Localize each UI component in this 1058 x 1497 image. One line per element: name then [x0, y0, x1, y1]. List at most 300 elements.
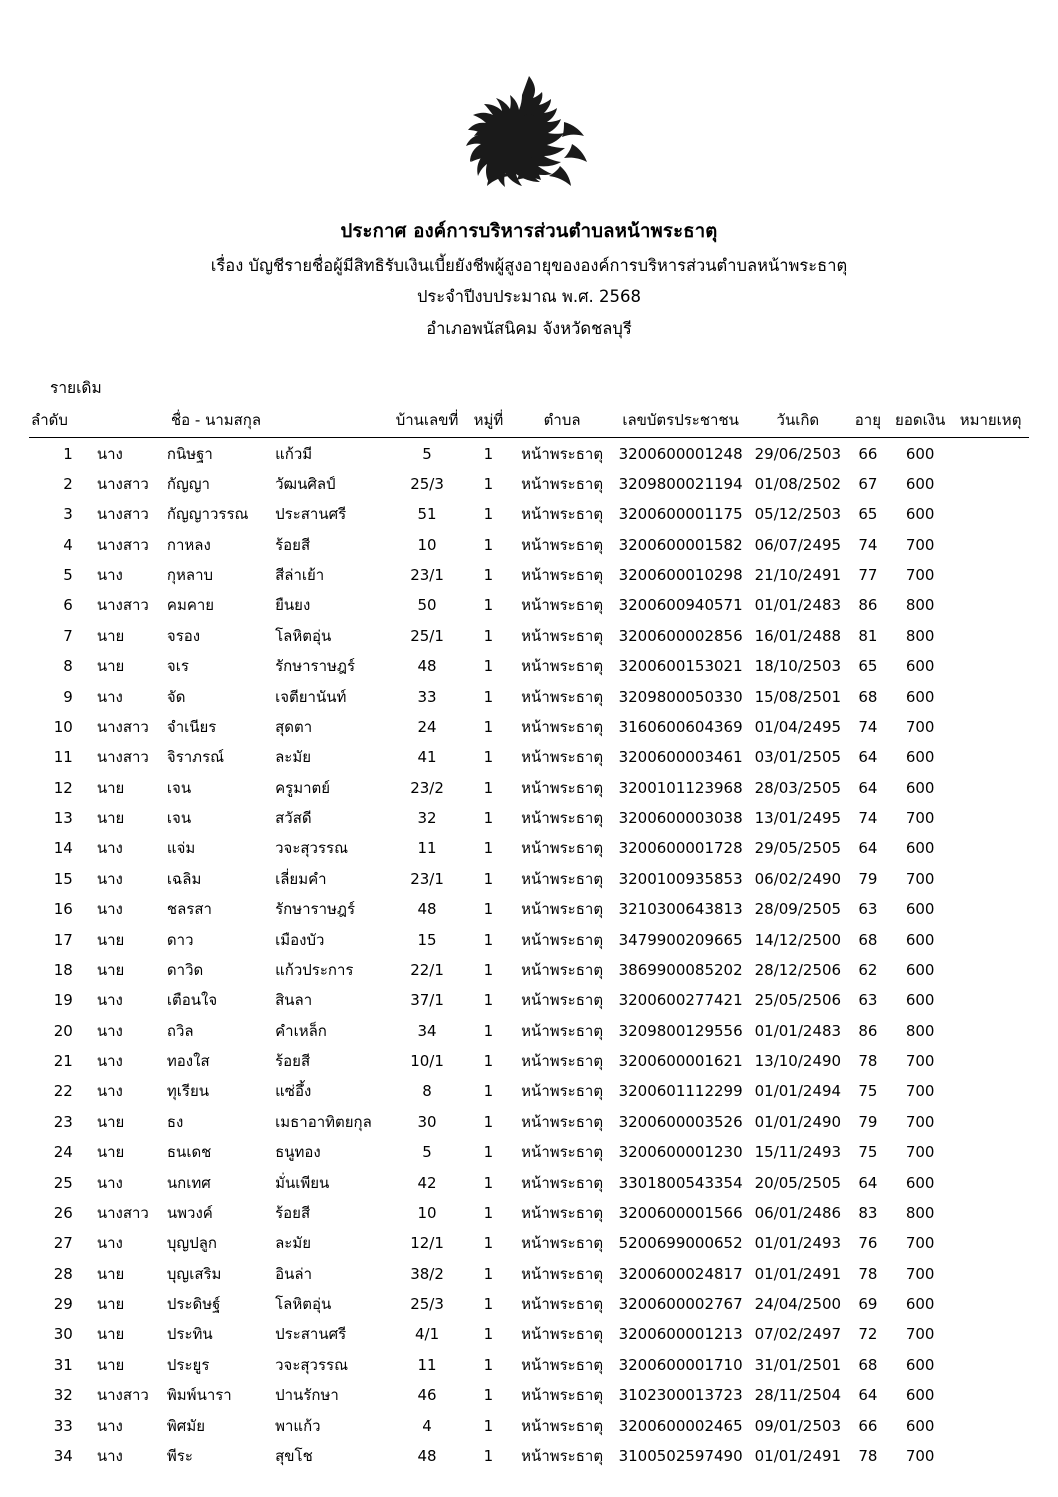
- column-header-amount: ยอดเงิน: [888, 406, 952, 438]
- cell-tambon: หน้าพระธาตุ: [521, 474, 604, 493]
- cell-age: 64: [858, 748, 878, 767]
- cell-lastname: คำเหล็ก: [275, 1021, 327, 1040]
- table-row: [29, 712, 1029, 742]
- cell-dob: 13/10/2490: [754, 1052, 842, 1071]
- cell-lastname: ร้อยสี: [275, 1203, 311, 1222]
- cell-prefix: นาย: [96, 1112, 125, 1131]
- cell-moo: 1: [483, 1264, 494, 1283]
- title-block: [24, 218, 1034, 341]
- cell-note: [952, 1289, 1029, 1319]
- cell-tambon: หน้าพระธาตุ: [521, 1446, 604, 1465]
- cell-dob: 01/01/2483: [754, 1021, 842, 1040]
- cell-amount: 700: [905, 1446, 935, 1465]
- cell-house-no: 11: [417, 1355, 437, 1374]
- table-row: [29, 469, 1029, 499]
- cell-seq: 31: [53, 1355, 73, 1374]
- table-row: [29, 1198, 1029, 1228]
- table-body: [29, 438, 1029, 1471]
- table-row: [29, 560, 1029, 590]
- cell-dob: 01/04/2495: [754, 717, 842, 736]
- cell-id-card: 3200600277421: [618, 991, 743, 1010]
- cell-dob: 01/01/2493: [754, 1234, 842, 1253]
- cell-id-card: 3200600153021: [618, 657, 743, 676]
- cell-dob: 13/01/2495: [754, 809, 842, 828]
- cell-moo: 1: [483, 960, 494, 979]
- cell-amount: 700: [905, 1143, 935, 1162]
- cell-lastname: มั่นเพียน: [275, 1173, 330, 1192]
- column-header-moo: หมู่ที่: [466, 406, 511, 438]
- cell-note: [952, 924, 1029, 954]
- table-row: [29, 772, 1029, 802]
- cell-firstname: ดาว: [166, 930, 194, 949]
- cell-age: 72: [858, 1325, 878, 1344]
- cell-house-no: 10/1: [410, 1052, 444, 1071]
- cell-amount: 700: [905, 809, 935, 828]
- cell-note: [952, 499, 1029, 529]
- cell-seq: 24: [53, 1143, 73, 1162]
- cell-moo: 1: [483, 444, 494, 463]
- column-header-id-card: เลขบัตรประชาชน: [613, 406, 748, 438]
- fiscal-year: ประจำปีงบประมาณ พ.ศ. 2568: [416, 287, 642, 307]
- cell-note: [952, 894, 1029, 924]
- cell-note: [952, 1258, 1029, 1288]
- cell-firstname: ประยูร: [166, 1355, 210, 1374]
- cell-house-no: 4: [422, 1416, 432, 1435]
- cell-tambon: หน้าพระธาตุ: [521, 1112, 604, 1131]
- cell-seq: 10: [53, 717, 73, 736]
- cell-dob: 24/04/2500: [754, 1295, 842, 1314]
- cell-dob: 25/05/2506: [754, 991, 842, 1010]
- cell-firstname: ประดิษฐ์: [166, 1295, 221, 1314]
- cell-seq: 19: [53, 991, 73, 1010]
- cell-prefix: นาย: [96, 778, 125, 797]
- cell-note: [952, 712, 1029, 742]
- cell-seq: 15: [53, 869, 73, 888]
- cell-moo: 1: [483, 1234, 494, 1253]
- cell-id-card: 3301800543354: [618, 1173, 743, 1192]
- cell-age: 68: [858, 930, 878, 949]
- cell-house-no: 50: [417, 596, 437, 615]
- table-row: [29, 985, 1029, 1015]
- cell-amount: 600: [905, 687, 935, 706]
- table-row: [29, 1167, 1029, 1197]
- table-header-row: [29, 406, 1029, 438]
- cell-dob: 07/02/2497: [754, 1325, 842, 1344]
- cell-seq: 25: [53, 1173, 73, 1192]
- cell-dob: 28/03/2505: [754, 778, 842, 797]
- cell-age: 79: [858, 1112, 878, 1131]
- cell-amount: 600: [905, 1386, 935, 1405]
- section-label: รายเดิม: [50, 379, 102, 398]
- cell-moo: 1: [483, 991, 494, 1010]
- cell-seq: 23: [53, 1112, 73, 1131]
- cell-house-no: 25/1: [410, 626, 444, 645]
- table-row: [29, 1319, 1029, 1349]
- cell-firstname: คมคาย: [166, 596, 215, 615]
- cell-lastname: เลี่ยมคำ: [275, 869, 327, 888]
- cell-prefix: นาย: [96, 1295, 125, 1314]
- cell-id-card: 3200600002767: [618, 1295, 743, 1314]
- cell-amount: 800: [905, 626, 935, 645]
- cell-lastname: รักษาราษฎร์: [275, 900, 356, 919]
- cell-dob: 20/05/2505: [754, 1173, 842, 1192]
- cell-seq: 34: [53, 1446, 73, 1465]
- cell-tambon: หน้าพระธาตุ: [521, 1143, 604, 1162]
- column-header-note: หมายเหตุ: [952, 406, 1029, 438]
- cell-moo: 1: [483, 566, 494, 585]
- cell-tambon: หน้าพระธาตุ: [521, 1264, 604, 1283]
- cell-amount: 600: [905, 900, 935, 919]
- cell-id-card: 3209800021194: [618, 474, 743, 493]
- cell-seq: 18: [53, 960, 73, 979]
- table-row: [29, 651, 1029, 681]
- cell-id-card: 3200600001582: [618, 535, 743, 554]
- cell-prefix: นางสาว: [96, 596, 149, 615]
- cell-lastname: ร้อยสี: [275, 535, 311, 554]
- cell-lastname: โลหิตอุ่น: [275, 1295, 332, 1314]
- column-header-age: อายุ: [848, 406, 889, 438]
- cell-firstname: กัญญา: [166, 474, 210, 493]
- cell-house-no: 11: [417, 839, 437, 858]
- cell-prefix: นาง: [96, 1234, 123, 1253]
- cell-prefix: นาย: [96, 1355, 125, 1374]
- cell-lastname: อินล่า: [275, 1264, 312, 1283]
- cell-dob: 01/01/2491: [754, 1264, 842, 1283]
- cell-moo: 1: [483, 1082, 494, 1101]
- cell-prefix: นาง: [96, 900, 123, 919]
- cell-note: [952, 1441, 1029, 1471]
- cell-tambon: หน้าพระธาตุ: [521, 991, 604, 1010]
- table-row: [29, 1107, 1029, 1137]
- cell-moo: 1: [483, 657, 494, 676]
- cell-house-no: 41: [417, 748, 437, 767]
- cell-seq: 1: [63, 444, 73, 463]
- table-row: [29, 1350, 1029, 1380]
- cell-tambon: หน้าพระธาตุ: [521, 960, 604, 979]
- table-row: [29, 1289, 1029, 1319]
- cell-tambon: หน้าพระธาตุ: [521, 687, 604, 706]
- cell-dob: 03/01/2505: [754, 748, 842, 767]
- cell-seq: 3: [63, 505, 73, 524]
- cell-age: 68: [858, 687, 878, 706]
- cell-id-card: 3102300013723: [618, 1386, 743, 1405]
- cell-moo: 1: [483, 1143, 494, 1162]
- cell-dob: 01/01/2490: [754, 1112, 842, 1131]
- cell-age: 63: [858, 991, 878, 1010]
- cell-moo: 1: [483, 869, 494, 888]
- table-row: [29, 590, 1029, 620]
- cell-moo: 1: [483, 596, 494, 615]
- cell-age: 64: [858, 1173, 878, 1192]
- table-row: [29, 1046, 1029, 1076]
- cell-firstname: ธนเดช: [166, 1143, 212, 1162]
- cell-dob: 29/05/2505: [754, 839, 842, 858]
- cell-tambon: หน้าพระธาตุ: [521, 930, 604, 949]
- column-header-seq: ลำดับ: [29, 406, 83, 438]
- cell-id-card: 3869900085202: [618, 960, 743, 979]
- cell-prefix: นาง: [96, 1082, 123, 1101]
- cell-house-no: 34: [417, 1021, 437, 1040]
- cell-moo: 1: [483, 535, 494, 554]
- cell-seq: 2: [63, 474, 73, 493]
- table-row: [29, 894, 1029, 924]
- table-row: [29, 1258, 1029, 1288]
- cell-house-no: 51: [417, 505, 437, 524]
- cell-moo: 1: [483, 778, 494, 797]
- cell-lastname: ร้อยสี: [275, 1052, 311, 1071]
- cell-prefix: นาย: [96, 1143, 125, 1162]
- cell-dob: 05/12/2503: [754, 505, 842, 524]
- table-header: [29, 406, 1029, 438]
- cell-prefix: นาย: [96, 960, 125, 979]
- cell-age: 86: [858, 596, 878, 615]
- cell-house-no: 23/1: [410, 869, 444, 888]
- cell-moo: 1: [483, 748, 494, 767]
- cell-id-card: 3200600001213: [618, 1325, 743, 1344]
- cell-note: [952, 681, 1029, 711]
- cell-lastname: ยืนยง: [275, 596, 311, 615]
- cell-moo: 1: [483, 809, 494, 828]
- cell-dob: 09/01/2503: [754, 1416, 842, 1435]
- cell-tambon: หน้าพระธาตุ: [521, 839, 604, 858]
- cell-age: 83: [858, 1203, 878, 1222]
- cell-moo: 1: [483, 717, 494, 736]
- cell-lastname: เมืองบัว: [275, 930, 325, 949]
- cell-tambon: หน้าพระธาตุ: [521, 869, 604, 888]
- cell-dob: 01/01/2494: [754, 1082, 842, 1101]
- cell-dob: 15/08/2501: [754, 687, 842, 706]
- cell-age: 64: [858, 778, 878, 797]
- table-row: [29, 1076, 1029, 1106]
- cell-id-card: 3479900209665: [618, 930, 743, 949]
- cell-age: 78: [858, 1446, 878, 1465]
- cell-lastname: เจตียานันท์: [275, 687, 347, 706]
- beneficiary-table: [29, 406, 1029, 1471]
- cell-seq: 22: [53, 1082, 73, 1101]
- cell-age: 65: [858, 505, 878, 524]
- cell-seq: 7: [63, 626, 73, 645]
- cell-age: 69: [858, 1295, 878, 1314]
- cell-age: 81: [858, 626, 878, 645]
- cell-amount: 600: [905, 444, 935, 463]
- table-row: [29, 924, 1029, 954]
- cell-id-card: 3200600010298: [618, 566, 743, 585]
- cell-dob: 28/09/2505: [754, 900, 842, 919]
- cell-prefix: นาง: [96, 1021, 123, 1040]
- cell-amount: 700: [905, 1052, 935, 1071]
- cell-amount: 700: [905, 717, 935, 736]
- cell-firstname: เฉลิม: [166, 869, 202, 888]
- cell-amount: 600: [905, 1173, 935, 1192]
- cell-firstname: ทองใส: [166, 1052, 210, 1071]
- cell-moo: 1: [483, 505, 494, 524]
- cell-prefix: นาง: [96, 869, 123, 888]
- cell-note: [952, 1380, 1029, 1410]
- cell-house-no: 48: [417, 900, 437, 919]
- cell-moo: 1: [483, 930, 494, 949]
- cell-id-card: 3200600002856: [618, 626, 743, 645]
- cell-id-card: 3210300643813: [618, 900, 743, 919]
- cell-prefix: นาง: [96, 566, 123, 585]
- cell-prefix: นาย: [96, 1264, 125, 1283]
- column-header-dob: วันเกิด: [748, 406, 848, 438]
- cell-id-card: 3200600001710: [618, 1355, 743, 1374]
- cell-note: [952, 560, 1029, 590]
- cell-firstname: จำเนียร: [166, 717, 217, 736]
- cell-amount: 800: [905, 1021, 935, 1040]
- cell-note: [952, 772, 1029, 802]
- cell-house-no: 5: [422, 444, 432, 463]
- cell-lastname: ครูมาตย์: [275, 778, 331, 797]
- cell-house-no: 10: [417, 535, 437, 554]
- cell-note: [952, 1167, 1029, 1197]
- cell-seq: 12: [53, 778, 73, 797]
- table-row: [29, 1228, 1029, 1258]
- cell-house-no: 46: [417, 1386, 437, 1405]
- cell-moo: 1: [483, 474, 494, 493]
- cell-lastname: ละมัย: [275, 748, 312, 767]
- cell-id-card: 3200600002465: [618, 1416, 743, 1435]
- cell-age: 74: [858, 809, 878, 828]
- cell-age: 68: [858, 1355, 878, 1374]
- cell-note: [952, 590, 1029, 620]
- cell-lastname: โลหิตอุ่น: [275, 626, 332, 645]
- column-header-tambon: ตำบล: [511, 406, 613, 438]
- cell-amount: 600: [905, 1295, 935, 1314]
- cell-lastname: วจะสุวรรณ: [275, 839, 348, 858]
- cell-amount: 600: [905, 991, 935, 1010]
- cell-prefix: นาง: [96, 1173, 123, 1192]
- cell-firstname: พิศมัย: [166, 1416, 205, 1435]
- cell-moo: 1: [483, 1052, 494, 1071]
- column-header-name: ชื่อ - นามสกุล: [157, 406, 269, 438]
- cell-seq: 29: [53, 1295, 73, 1314]
- cell-age: 77: [858, 566, 878, 585]
- cell-amount: 600: [905, 1355, 935, 1374]
- cell-id-card: 3200600001230: [618, 1143, 743, 1162]
- cell-age: 64: [858, 1386, 878, 1405]
- cell-amount: 700: [905, 1234, 935, 1253]
- cell-id-card: 3200101123968: [618, 778, 743, 797]
- cell-firstname: ถวิล: [166, 1021, 194, 1040]
- cell-prefix: นางสาว: [96, 505, 149, 524]
- cell-age: 75: [858, 1082, 878, 1101]
- column-header-lastname: [269, 406, 388, 438]
- cell-note: [952, 1350, 1029, 1380]
- cell-note: [952, 1015, 1029, 1045]
- cell-prefix: นาง: [96, 1446, 123, 1465]
- cell-house-no: 15: [417, 930, 437, 949]
- cell-id-card: 3200600003038: [618, 809, 743, 828]
- cell-age: 65: [858, 657, 878, 676]
- column-header-prefix: [83, 406, 157, 438]
- cell-tambon: หน้าพระธาตุ: [521, 505, 604, 524]
- cell-tambon: หน้าพระธาตุ: [521, 1082, 604, 1101]
- cell-house-no: 22/1: [410, 960, 444, 979]
- cell-dob: 01/01/2483: [754, 596, 842, 615]
- cell-firstname: บุญเสริม: [166, 1264, 222, 1283]
- cell-id-card: 3160600604369: [618, 717, 743, 736]
- cell-dob: 15/11/2493: [754, 1143, 842, 1162]
- cell-amount: 700: [905, 1264, 935, 1283]
- cell-prefix: นางสาว: [96, 1203, 149, 1222]
- cell-lastname: รักษาราษฎร์: [275, 657, 356, 676]
- cell-tambon: หน้าพระธาตุ: [521, 535, 604, 554]
- cell-dob: 16/01/2488: [754, 626, 842, 645]
- cell-id-card: 3200600940571: [618, 596, 743, 615]
- cell-id-card: 3200600001728: [618, 839, 743, 858]
- cell-tambon: หน้าพระธาตุ: [521, 900, 604, 919]
- cell-firstname: จิราภรณ์: [166, 748, 225, 767]
- cell-firstname: นกเทศ: [166, 1173, 211, 1192]
- cell-moo: 1: [483, 1446, 494, 1465]
- cell-prefix: นาย: [96, 657, 125, 676]
- cell-age: 66: [858, 1416, 878, 1435]
- cell-moo: 1: [483, 1112, 494, 1131]
- cell-note: [952, 1137, 1029, 1167]
- cell-note: [952, 833, 1029, 863]
- cell-house-no: 33: [417, 687, 437, 706]
- cell-firstname: เจน: [166, 809, 192, 828]
- cell-moo: 1: [483, 900, 494, 919]
- cell-note: [952, 1107, 1029, 1137]
- table-row: [29, 681, 1029, 711]
- cell-id-card: 5200699000652: [618, 1234, 743, 1253]
- cell-tambon: หน้าพระธาตุ: [521, 748, 604, 767]
- cell-dob: 28/12/2506: [754, 960, 842, 979]
- cell-moo: 1: [483, 1173, 494, 1192]
- cell-age: 78: [858, 1052, 878, 1071]
- cell-prefix: นางสาว: [96, 474, 149, 493]
- cell-house-no: 48: [417, 657, 437, 676]
- cell-tambon: หน้าพระธาตุ: [521, 1325, 604, 1344]
- cell-note: [952, 1228, 1029, 1258]
- cell-age: 74: [858, 535, 878, 554]
- cell-age: 79: [858, 869, 878, 888]
- cell-house-no: 23/1: [410, 566, 444, 585]
- cell-note: [952, 469, 1029, 499]
- table-row: [29, 438, 1029, 469]
- cell-lastname: ปานรักษา: [275, 1386, 339, 1405]
- table-row: [29, 499, 1029, 529]
- cell-house-no: 25/3: [410, 474, 444, 493]
- cell-note: [952, 1319, 1029, 1349]
- cell-note: [952, 621, 1029, 651]
- cell-prefix: นาง: [96, 687, 123, 706]
- cell-house-no: 10: [417, 1203, 437, 1222]
- cell-seq: 14: [53, 839, 73, 858]
- cell-house-no: 48: [417, 1446, 437, 1465]
- cell-tambon: หน้าพระธาตุ: [521, 596, 604, 615]
- cell-note: [952, 864, 1029, 894]
- cell-tambon: หน้าพระธาตุ: [521, 778, 604, 797]
- cell-seq: 9: [63, 687, 73, 706]
- cell-firstname: ชลรสา: [166, 900, 212, 919]
- cell-tambon: หน้าพระธาตุ: [521, 1355, 604, 1374]
- cell-lastname: สินลา: [275, 991, 313, 1010]
- cell-lastname: วจะสุวรรณ: [275, 1355, 348, 1374]
- cell-firstname: กาหลง: [166, 535, 211, 554]
- cell-note: [952, 1076, 1029, 1106]
- table-row: [29, 621, 1029, 651]
- cell-tambon: หน้าพระธาตุ: [521, 1052, 604, 1071]
- cell-seq: 21: [53, 1052, 73, 1071]
- cell-moo: 1: [483, 687, 494, 706]
- cell-seq: 17: [53, 930, 73, 949]
- cell-lastname: ละมัย: [275, 1234, 312, 1253]
- cell-firstname: แจ่ม: [166, 839, 196, 858]
- cell-lastname: ธนูทอง: [275, 1143, 321, 1162]
